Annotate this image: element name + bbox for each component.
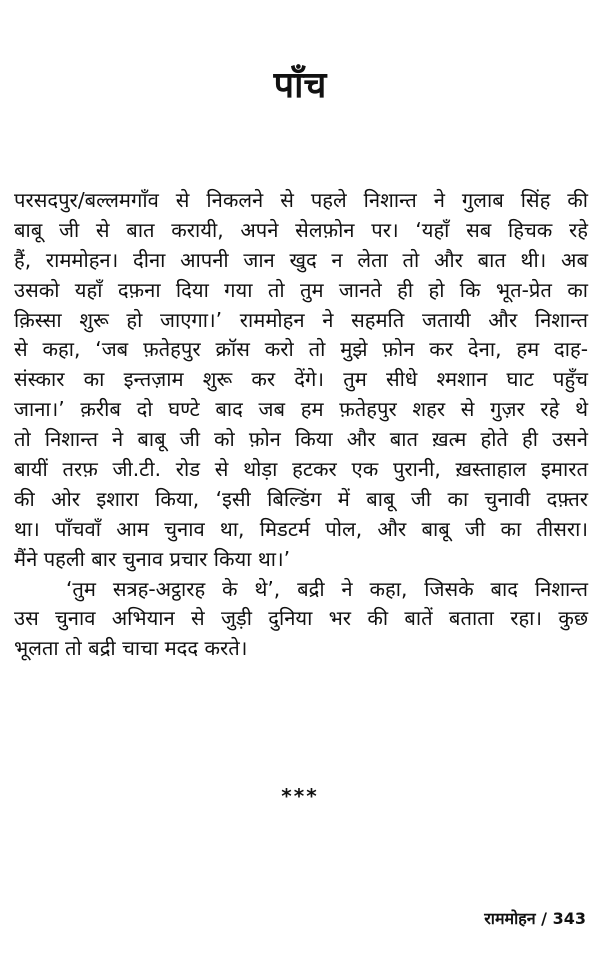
text-line: से कहा, ‘जब फ़तेहपुर क्रॉस करो तो मुझे फ़ोन कर देना, हम दाह-	[14, 337, 588, 362]
text-line: भूलता तो बद्री चाचा मदद करते।	[14, 636, 248, 661]
text-line: ‘तुम सत्रह-अट्ठारह के थे’, बद्री ने कहा, जिसके बाद निशान्त	[66, 576, 588, 601]
text-line: बायीं तरफ़ जी.टी. रोड से थोड़ा हटकर एक पुरानी, ख़स्ताहाल इमारत	[14, 457, 588, 482]
running-footer: राममोहन / 343	[484, 909, 586, 928]
text-line: था। पाँचवाँ आम चुनाव था, मिडटर्म पोल, और बाबू जी का तीसरा।	[14, 516, 588, 541]
text-line: परसदपुर/बल्लमगाँव से निकलने से पहले निशान्त ने गुलाब सिंह की	[14, 188, 588, 212]
text-line: तो निशान्त ने बाबू जी को फ़ोन किया और बात ख़त्म होते ही उसने	[14, 427, 588, 452]
text-line: मैंने पहली बार चुनाव प्रचार किया था।’	[14, 546, 291, 571]
text-line: उसको यहाँ दफ़ना दिया गया तो तुम जानते ही हो कि भूत-प्रेत का	[14, 277, 588, 302]
section-separator: ***	[281, 784, 319, 808]
chapter-title: पाँच	[273, 65, 327, 106]
text-line: उस चुनाव अभियान से जुड़ी दुनिया भर की बातें बताता रहा। कुछ	[14, 606, 588, 631]
text-line: जाना।’ क़रीब दो घण्टे बाद जब हम फ़तेहपुर शहर से गुज़र रहे थे	[14, 397, 588, 422]
text-line: संस्कार का इन्तज़ाम शुरू कर देंगे। तुम सीधे श्मशान घाट पहुँच	[14, 367, 588, 392]
text-line: हैं, राममोहन। दीना आपनी जान खुद न लेता तो और बात थी। अब	[14, 247, 588, 272]
text-line: क़िस्सा शुरू हो जाएगा।’ राममोहन ने सहमति जतायी और निशान्त	[14, 307, 588, 332]
text-line: की ओर इशारा किया, ‘इसी बिल्डिंग में बाबू जी का चुनावी दफ़्तर	[14, 486, 588, 511]
body-text	[14, 186, 588, 664]
text-line: बाबू जी से बात करायी, अपने सेलफ़ोन पर। ‘यहाँ सब हिचक रहे	[14, 217, 588, 242]
